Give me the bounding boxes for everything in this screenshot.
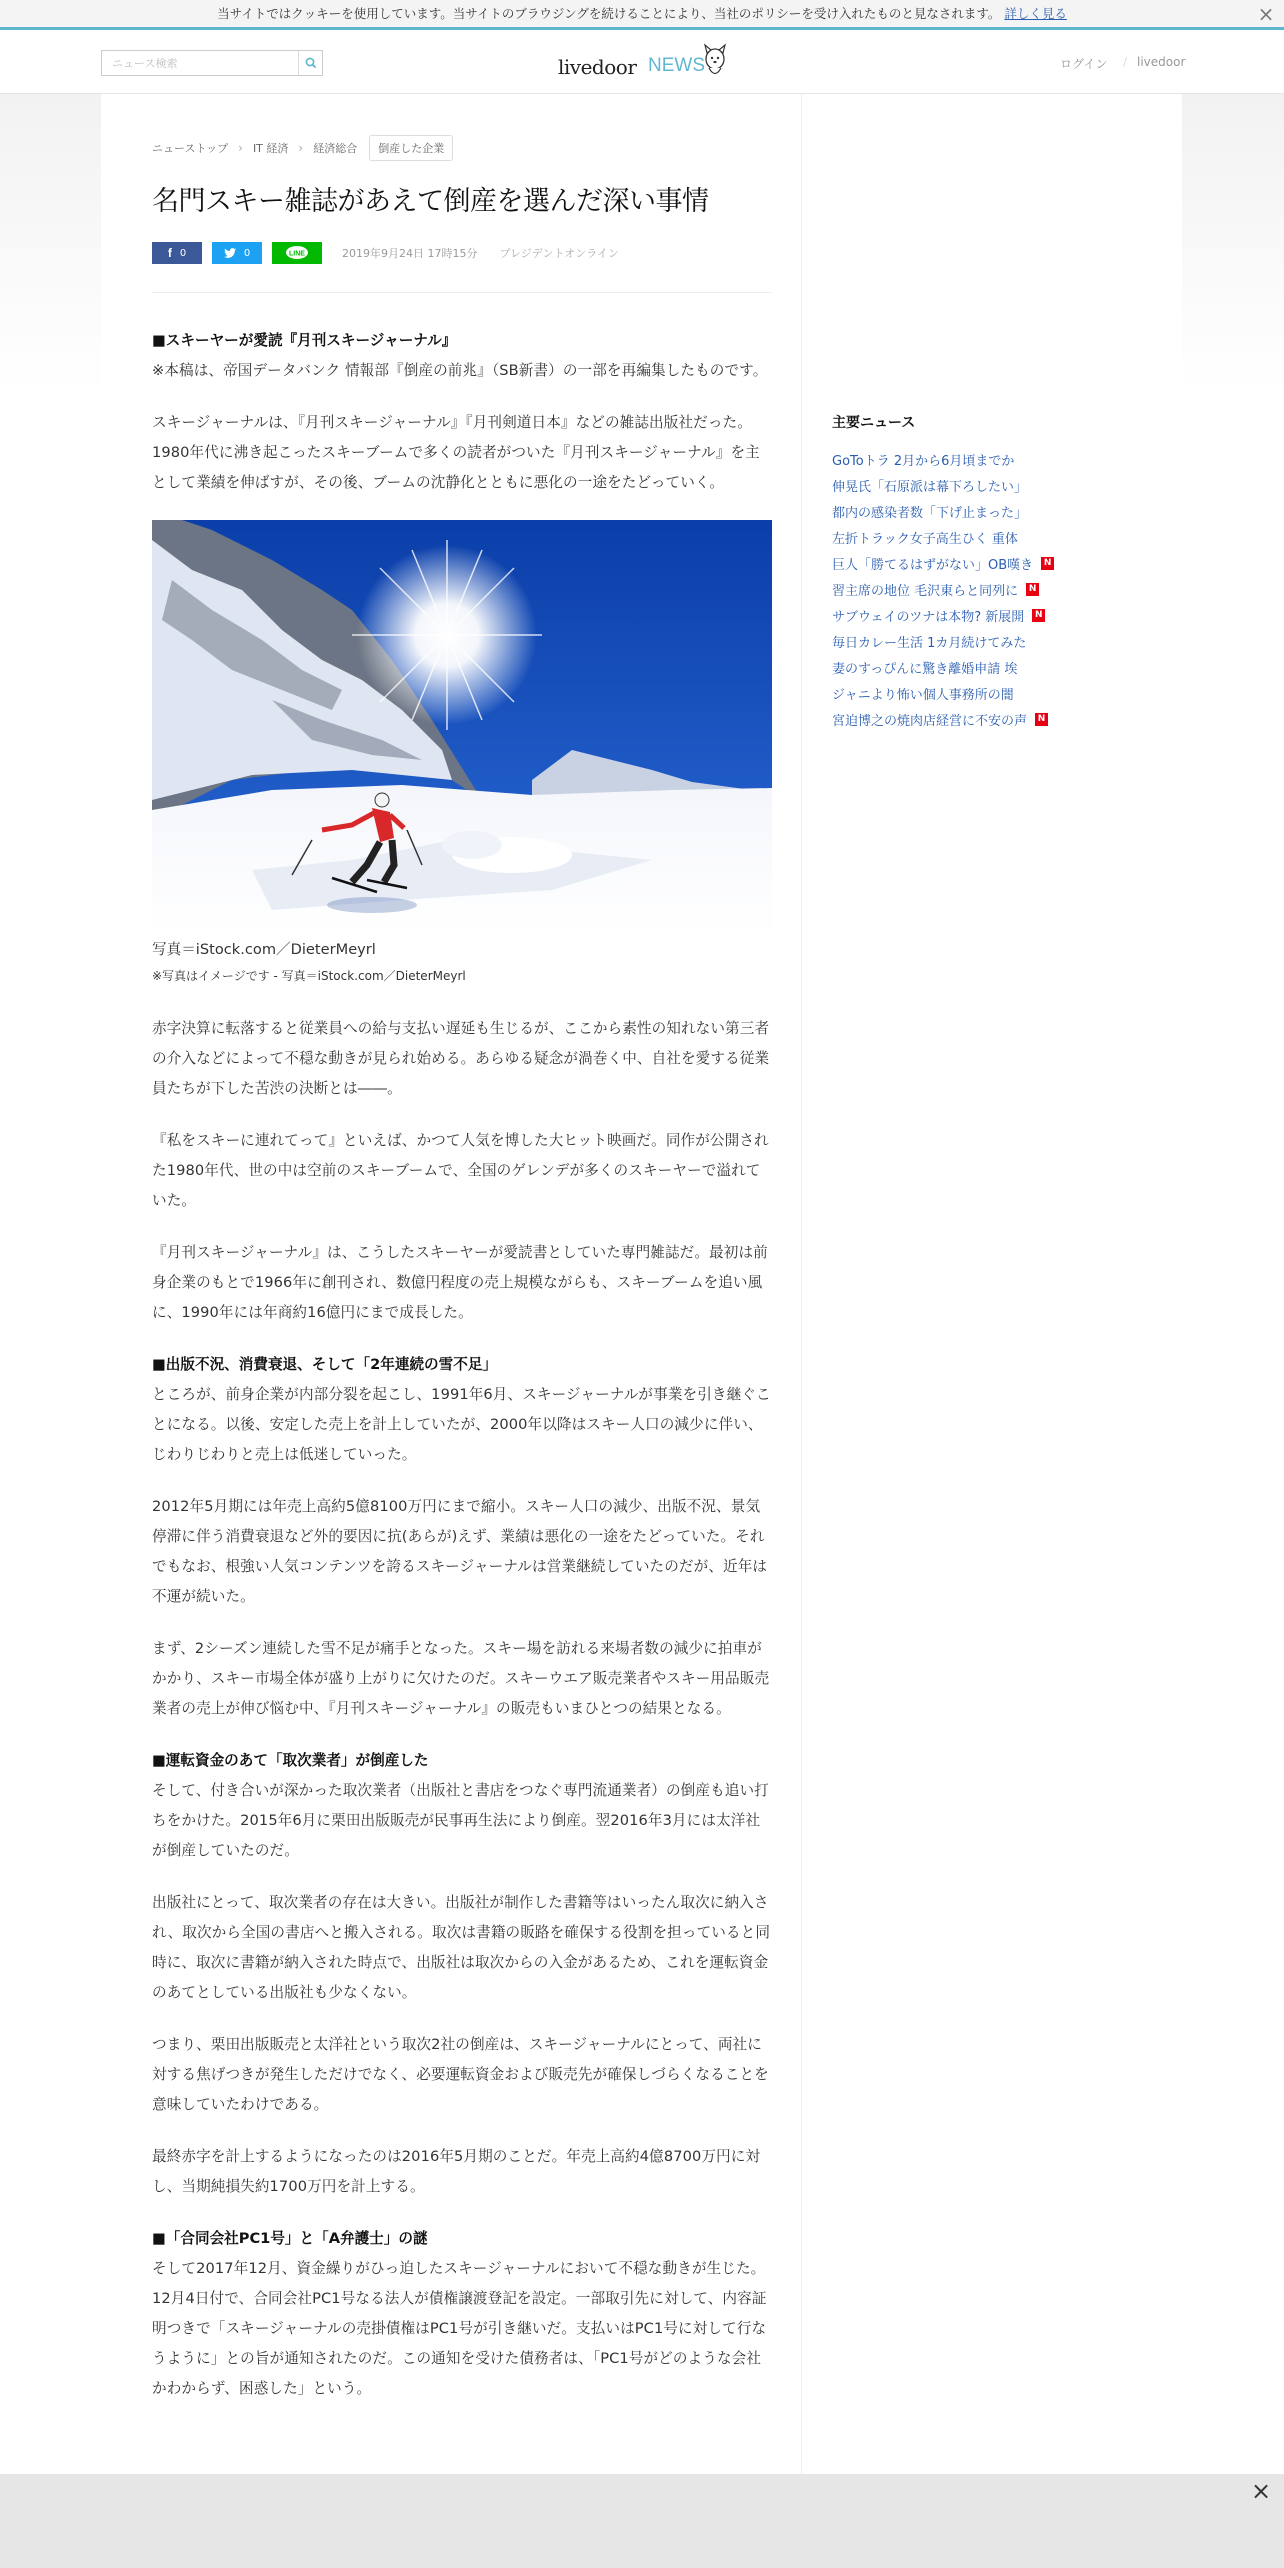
news-link[interactable]: 妻のすっぴんに驚き離婚申請 埃 [832,661,1018,677]
news-list-item [832,706,1132,732]
news-link[interactable]: GoToトラ 2月から6月頃までか [832,453,1015,469]
search-input[interactable] [102,51,298,75]
news-list-item [832,524,1132,550]
article-paragraph: ※本稿は、帝国データバンク 情報部『倒産の前兆』（SB新書）の一部を再編集したものです。 [152,362,768,379]
article-paragraph: 出版社にとって、取次業者の存在は大きい。出版社が制作した書籍等はいったん取次に納入され、取次から全国の書店へと搬入される。取次は書籍の販路を確保する役割を担っていると同時に、取次に書籍が納入された時点で、出版社は取次からの入金があるため、これを運転資金のあてとしている出版社も少なくない。 [152,1894,771,2001]
breadcrumb-chevron-icon: › [298,141,304,155]
news-link[interactable]: サブウェイのツナは本物? 新展開 [832,609,1025,625]
news-list-item [832,550,1132,576]
breadcrumb-news-top[interactable]: ニューストップ [152,142,229,155]
article-paragraph: そして、付き合いが深かった取次業者（出版社と書店をつなぐ専門流通業者）の倒産も追い打ちをかけた。2015年6月に栗田出版販売が民事再生法により倒産。翌2016年3月には太洋社が倒産していたのだ。 [152,1782,769,1859]
facebook-count: 0 [179,247,187,259]
article-paragraph: 『月刊スキージャーナル』は、こうしたスキーヤーが愛読書としていた専門雑誌だ。最初は前身企業のもとで1966年に創刊され、数億円程度の売上規模ながらも、スキーブームを追い風に、1990年には年商約16億円にまで成長した。 [152,1244,768,1321]
article-paragraph: ところが、前身企業が内部分裂を起こし、1991年6月、スキージャーナルが事業を引き継ぐことになる。以後、安定した売上を計上していたが、2000年以降はスキー人口の減少に伴い、じわりじわりと売上は低迷していった。 [152,1386,771,1463]
news-list-item [832,498,1132,524]
news-list-item [832,472,1132,498]
new-badge-icon: N [1041,557,1054,570]
news-link[interactable]: 左折トラック女子高生ひく 重体 [832,531,1018,547]
livedoor-news-logo[interactable] [558,43,738,83]
news-list-item [832,576,1132,602]
breadcrumb-economy-general[interactable]: 経済総合 [313,142,358,155]
photo-caption-note: ※写真はイメージです - 写真＝iStock.com／DieterMeyrl [152,969,466,983]
news-link[interactable]: 伸晃氏「石原派は幕下ろしたい」 [832,479,1028,495]
facebook-share-button[interactable] [152,242,202,264]
article-paragraph: 赤字決算に転落すると従業員への給与支払い遅延も生じるが、ここから素性の知れない第三者の介入などによって不穏な動きが見られ始める。あらゆる疑念が渦巻く中、自社を愛する従業員たちが下した苦渋の決断とは――。 [152,1020,770,1097]
breadcrumb-chevron-icon: › [238,141,243,155]
news-list-item [832,654,1132,680]
main-column [101,94,801,2474]
close-icon[interactable]: × [1250,2477,1272,2505]
news-list-item [832,446,1132,472]
header-separator: / [1123,55,1128,69]
twitter-count: 0 [243,247,251,259]
twitter-icon [224,248,236,258]
article-source[interactable]: プレジデントオンライン [499,247,619,260]
article-heading: ■出版不況、消費衰退、そして「2年連続の雪不足」 [152,1356,498,1373]
cookie-notice-bar [0,0,1284,30]
livedoor-link[interactable]: livedoor [1137,55,1186,69]
site-header [0,33,1284,94]
article-body [152,326,774,2426]
news-link[interactable]: 都内の感染者数「下げ止まった」 [832,505,1028,521]
login-link[interactable]: ログイン [1060,57,1108,71]
news-link[interactable]: 毎日カレー生活 1カ月続けてみた [832,635,1027,651]
article-paragraph: スキージャーナルは、『月刊スキージャーナル』『月刊剣道日本』などの雑誌出版社だった。1980年代に沸き起こったスキーブームで多くの読者がついた『月刊スキージャーナル』を主として業績を伸ばすが、その後、ブームの沈静化とともに悪化の一途をたどっていく。 [152,414,760,491]
article-paragraph: つまり、栗田出版販売と太洋社という取次2社の倒産は、スキージャーナルにとって、両社に対する焦げつきが発生しただけでなく、必要運転資金および販売先が確保しづらくなることを意味していたわけである。 [152,2036,769,2113]
line-icon-label: LINE [289,250,305,258]
topic-tag[interactable]: 倒産した企業 [369,135,453,161]
major-news-list [832,446,1132,732]
twitter-share-button[interactable] [212,242,262,264]
new-badge-icon: N [1035,713,1048,726]
cookie-close-icon[interactable]: × [1257,2,1275,26]
article-heading: ■スキーヤーが愛読『月刊スキージャーナル』 [152,332,457,349]
search-button[interactable] [298,51,322,75]
new-badge-icon: N [1026,583,1039,596]
news-link[interactable]: 習主席の地位 毛沢東らと同列に [832,583,1019,599]
news-link[interactable]: 巨人「勝てるはずがない」OB嘆き [832,557,1034,573]
article-paragraph: 最終赤字を計上するようになったのは2016年5月期のことだ。年売上高約4億8700万円に対し、当期純損失約1700万円を計上する。 [152,2148,761,2195]
facebook-icon: f [167,246,172,260]
logo-text-news: NEWS [648,55,705,76]
news-link[interactable]: 宮迫博之の焼肉店経営に不安の声 [832,713,1028,729]
article-paragraph: そして2017年12月、資金繰りがひっ迫したスキージャーナルにおいて不穏な動きが生じた。12月4日付で、合同会社PC1号なる法人が債権譲渡登記を設定。一部取引先に対して、内容証明つきで「スキージャーナルの売掛債権はPC1号が引き継いだ。支払いはPC1号に対して行なうように」との旨が通知されたのだ。この通知を受けた債務者は、「PC1号がどのような会社かわからず、困惑した」という。 [152,2260,767,2397]
line-icon [284,245,310,261]
sidebar [801,94,1182,2474]
major-news-title: 主要ニュース [832,415,916,431]
page-title: 名門スキー雑誌があえて倒産を選んだ深い事情 [152,186,709,217]
article-heading: ■「合同会社PC1号」と「A弁護士」の謎 [152,2230,428,2247]
cookie-message: 当サイトではクッキーを使用しています。当サイトのブラウジングを続けることにより、当社のポリシーを受け入れたものと見なされます。 [217,6,1001,21]
cookie-more-link[interactable]: 詳しく見る [1004,6,1067,21]
dog-mascot-icon [700,43,730,83]
news-list-item [832,680,1132,706]
article-photo[interactable] [152,520,772,934]
bottom-ad-bar [0,2474,1284,2568]
article-paragraph: 『私をスキーに連れてって』といえば、かつて人気を博した大ヒット映画だ。同作が公開された1980年代、世の中は空前のスキーブームで、全国のゲレンデが多くのスキーヤーで溢れていた。 [152,1132,769,1209]
article-paragraph: 2012年5月期には年売上高約5億8100万円にまで縮小。スキー人口の減少、出版不況、景気停滞に伴う消費衰退など外的要因に抗(あらが)えず、業績は悪化の一途をたどっていた。それでもなお、根強い人気コンテンツを誇るスキージャーナルは営業継続していたのだが、近年は不運が続いた。 [152,1498,768,1605]
news-link[interactable]: ジャニより怖い個人事務所の闇 [832,687,1014,703]
title-divider [152,292,772,293]
search-icon [299,51,323,75]
breadcrumb-it-economy[interactable]: IT 経済 [252,142,289,155]
news-list-item [832,602,1132,628]
photo-caption: 写真＝iStock.com／DieterMeyrl [152,941,376,958]
logo-text-livedoor: livedoor [558,55,637,79]
article-paragraph: まず、2シーズン連続した雪不足が痛手となった。スキー場を訪れる来場者数の減少に拍車がかかり、スキー市場全体が盛り上がりに欠けたのだ。スキーウエア販売業者やスキー用品販売業者の売上が伸び悩む中、『月刊スキージャーナル』の販売もいまひとつの結果となる。 [152,1640,770,1717]
line-share-button[interactable] [272,242,322,264]
news-list-item [832,628,1132,654]
article-heading: ■運転資金のあて「取次業者」が倒産した [152,1752,429,1769]
publish-date: 2019年9月24日 17時15分 [342,247,478,260]
breadcrumb [152,134,453,162]
share-row [152,242,619,264]
search-box [101,50,323,76]
new-badge-icon: N [1032,609,1045,622]
